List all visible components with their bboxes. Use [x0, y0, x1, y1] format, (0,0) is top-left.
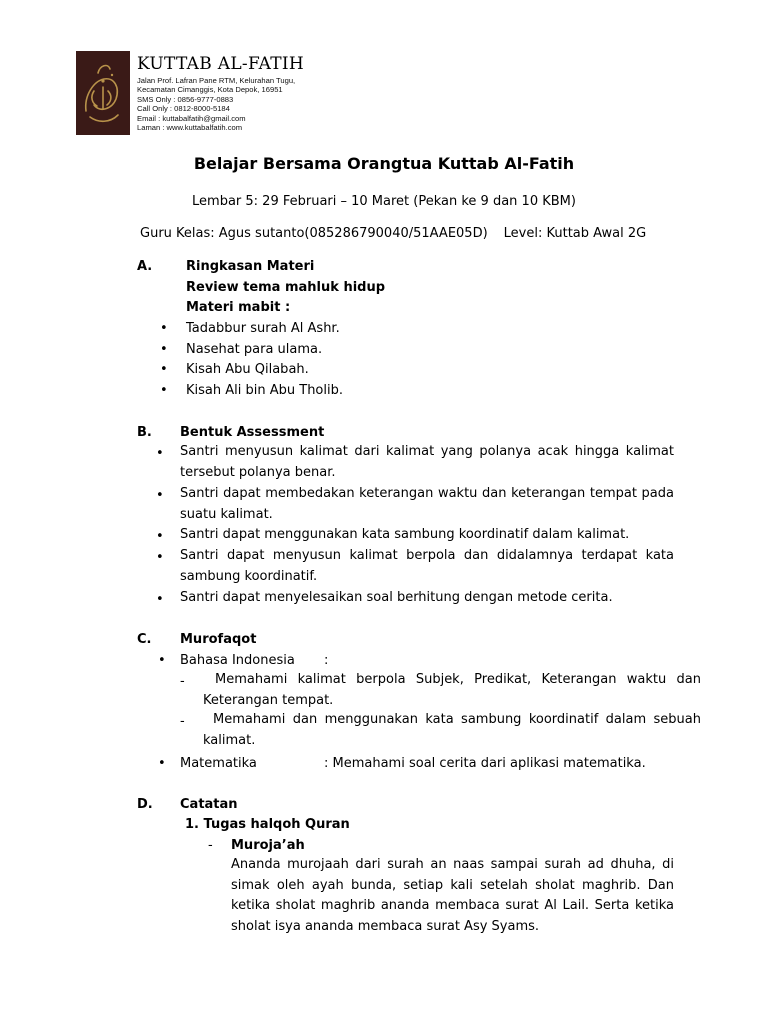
bullet-icon: •: [160, 362, 168, 377]
bullet-icon: •: [156, 488, 164, 503]
list-item: Santri dapat membedakan keterangan waktu dan keterangan tempat pada suatu kalimat.: [180, 486, 674, 522]
list-item: Nasehat para ulama.: [186, 342, 323, 357]
section-c-heading: Murofaqot: [180, 632, 257, 647]
call-line: Call Only : 0812-8000-5184: [137, 104, 230, 114]
section-c-letter: C.: [137, 632, 152, 647]
list-item: Santri dapat menyelesaikan soal berhitung dengan metode cerita.: [180, 590, 613, 605]
section-b-heading: Bentuk Assessment: [180, 425, 325, 440]
brand-name: KUTTAB AL-FATIH: [137, 54, 305, 74]
sheet-info: Lembar 5: 29 Februari – 10 Maret (Pekan ke 9 dan 10 KBM): [192, 194, 576, 209]
subject-math-text: : Memahami soal cerita dari aplikasi matematika.: [324, 756, 646, 771]
bullet-icon: •: [160, 342, 168, 357]
list-item: Kisah Ali bin Abu Tholib.: [186, 383, 343, 398]
list-item: Santri menyusun kalimat dari kalimat yang polanya acak hingga kalimat tersebut polanya benar.: [180, 444, 674, 480]
bahasa-point: Memahami dan menggunakan kata sambung koordinatif dalam sebuah kalimat.: [203, 712, 701, 748]
section-b-letter: B.: [137, 425, 152, 440]
document-title: Belajar Bersama Orangtua Kuttab Al-Fatih: [193, 154, 575, 173]
task-heading: 1. Tugas halqoh Quran: [185, 817, 350, 832]
teacher-info: Guru Kelas: Agus sutanto(085286790040/51AAE05D): [140, 226, 488, 241]
calligraphy-logo-icon: [76, 51, 130, 135]
contact-info: [137, 76, 377, 132]
website-line: Laman : www.kuttabalfatih.com: [137, 123, 243, 133]
murojaah-paragraph: Ananda murojaah dari surah an naas sampai surah ad dhuha, di simak oleh ayah bunda, setiap kali setelah sholat maghrib. Dan ketika sholat maghrib ananda membaca surat Al Lail. Serta ketika sholat isya ananda membaca surat Asy Syams.: [231, 857, 674, 934]
bullet-icon: •: [160, 321, 168, 336]
subject-math-label: Matematika: [180, 756, 257, 771]
section-d-letter: D.: [137, 797, 153, 812]
list-item: Santri dapat menggunakan kata sambung koordinatif dalam kalimat.: [180, 527, 630, 542]
dash-icon: -: [180, 714, 185, 729]
list-item: Kisah Abu Qilabah.: [186, 362, 309, 377]
bullet-icon: •: [156, 592, 164, 607]
sms-line: SMS Only : 0856-9777-0883: [137, 94, 234, 104]
section-d-heading: Catatan: [180, 797, 238, 812]
address-line-2: Kecamatan Cimanggis, Kota Depok, 16951: [137, 85, 283, 95]
bullet-icon: •: [156, 550, 164, 565]
bahasa-point: Memahami kalimat berpola Subjek, Predikat, Keterangan waktu dan Keterangan tempat.: [203, 672, 701, 708]
subject-bahasa-label: Bahasa Indonesia: [180, 653, 295, 668]
bullet-icon: •: [156, 529, 164, 544]
bullet-icon: •: [160, 383, 168, 398]
section-a-subheading-1: Review tema mahluk hidup: [186, 280, 386, 295]
bullet-icon: •: [158, 756, 166, 771]
subject-bahasa-colon: :: [324, 653, 329, 668]
address-line-1: Jalan Prof. Lafran Pane RTM, Kelurahan Tugu,: [137, 76, 296, 85]
section-a-subheading-2: Materi mabit :: [186, 300, 291, 315]
list-item: Tadabbur surah Al Ashr.: [186, 321, 340, 336]
kuttab-logo: [76, 51, 130, 135]
section-a-letter: A.: [137, 259, 153, 274]
dash-icon: -: [180, 674, 185, 689]
bullet-icon: •: [156, 446, 164, 461]
bullet-icon: •: [158, 653, 166, 668]
level-info: Level: Kuttab Awal 2G: [503, 226, 647, 241]
list-item: Santri dapat menyusun kalimat berpola dan didalamnya terdapat kata sambung koordinatif.: [180, 548, 674, 584]
murojaah-heading: Muroja’ah: [231, 838, 305, 853]
dash-icon: -: [208, 838, 213, 853]
section-a-heading: Ringkasan Materi: [186, 259, 315, 274]
teacher-level-line: [140, 226, 646, 241]
email-line: Email : kuttabalfatih@gmail.com: [137, 113, 246, 123]
